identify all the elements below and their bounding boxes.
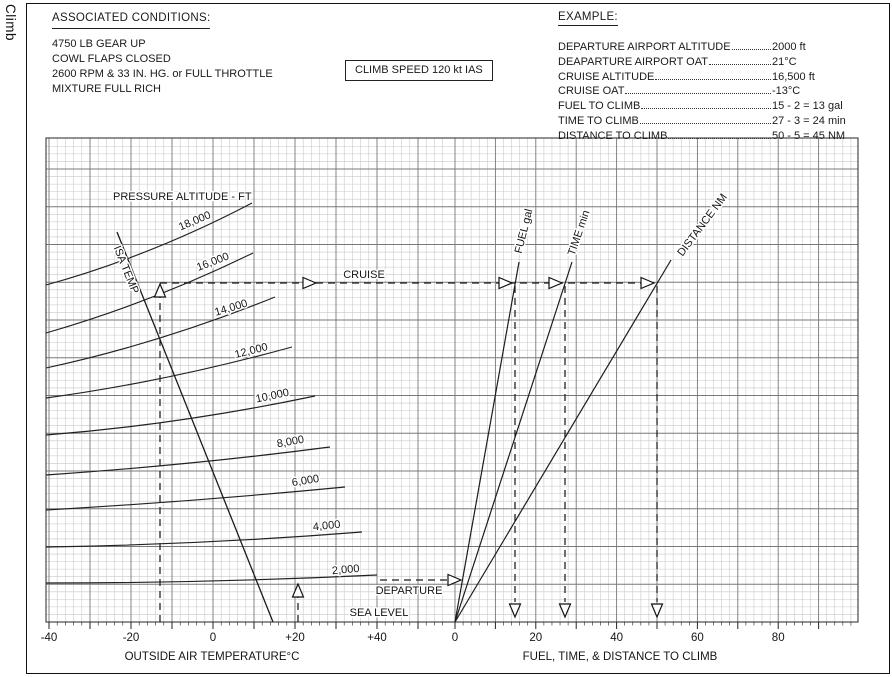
example-row	[558, 100, 882, 115]
altitude-curve-label: 6,000	[290, 472, 321, 490]
axis-tick-label: 80	[771, 632, 785, 644]
guide-line-label: FUEL gal	[512, 207, 536, 255]
dot-leader	[655, 79, 771, 80]
axis-tick-label: 0	[451, 632, 459, 644]
chart-annotation: CRUISE	[343, 269, 385, 281]
altitude-curve-label: 18,000	[176, 209, 213, 234]
example-row	[558, 56, 882, 71]
example-row-value: 16,500 ft	[772, 70, 815, 83]
isa-temp-label: ISA TEMP	[110, 244, 141, 296]
altitude-curve	[46, 532, 362, 547]
axis-tick-label: +20	[285, 632, 305, 644]
axis-tick-label: -20	[122, 632, 140, 644]
associated-conditions-title: ASSOCIATED CONDITIONS:	[52, 11, 210, 29]
altitude-curve-label: 14,000	[213, 297, 249, 319]
example-row-label: DEPARTURE AIRPORT ALTITUDE	[558, 41, 731, 53]
example-rows	[558, 41, 882, 145]
altitude-curve	[46, 396, 315, 435]
associated-condition-item: COWL FLAPS CLOSED	[52, 53, 171, 65]
example-row-value: -13°C	[772, 85, 801, 98]
example-row-value: 2000 ft	[772, 41, 806, 53]
guide-line-label: TIME min	[565, 208, 593, 258]
plot-frame	[46, 138, 858, 622]
down-arrow-marker	[560, 604, 571, 617]
altitude-curve-label: 8,000	[275, 433, 306, 451]
example-row-label: FUEL TO CLIMB	[558, 100, 641, 113]
altitude-curve-label: 10,000	[254, 386, 291, 406]
climb-speed-box: CLIMB SPEED 120 kt IAS	[345, 60, 493, 81]
example-row-label: CRUISE ALTITUDE	[558, 70, 655, 83]
altitude-curve-label: 16,000	[195, 250, 231, 274]
example-row	[558, 71, 882, 86]
dot-leader	[709, 64, 771, 65]
grid-major-lines	[46, 138, 858, 622]
example-title: EXAMPLE:	[558, 11, 618, 26]
axis-tick-label: 60	[691, 632, 704, 644]
example-trace	[155, 278, 663, 623]
axis-tick-label: -40	[40, 632, 58, 644]
example-row-value: 50 - 5 = 45 NM	[772, 129, 846, 142]
example-row-label: CRUISE OAT	[558, 85, 625, 98]
pressure-altitude-curves	[46, 203, 377, 583]
grid-minor-lines	[46, 138, 858, 622]
chart-annotations	[110, 191, 443, 619]
example-row-value: 15 - 2 = 13 gal	[772, 100, 843, 113]
dot-leader	[625, 93, 771, 94]
associated-condition-item: 2600 RPM & 33 IN. HG. or FULL THROTTLE	[52, 68, 273, 80]
chart-annotation: PRESSURE ALTITUDE - FT	[113, 191, 252, 203]
example-row-label: DISTANCE TO CLIMB	[558, 129, 668, 142]
axis-tick-label: 0	[209, 632, 217, 644]
page-side-label: Climb	[3, 4, 18, 42]
right-arrow-marker	[641, 278, 654, 289]
right-arrow-marker	[499, 278, 512, 289]
associated-conditions-list	[52, 37, 273, 97]
down-arrow-marker	[652, 604, 663, 617]
associated-condition-item: MIXTURE FULL RICH	[52, 83, 161, 95]
axis-labels	[41, 632, 785, 663]
axis-tick-label: 40	[610, 632, 623, 644]
altitude-curve	[46, 487, 345, 510]
right-arrow-marker	[303, 278, 316, 289]
dot-leader	[640, 123, 771, 124]
axis-caption: FUEL, TIME, & DISTANCE TO CLIMB	[522, 651, 718, 663]
example-row-value: 21°C	[772, 55, 797, 68]
example-row	[558, 130, 882, 145]
associated-condition-item: 4750 LB GEAR UP	[52, 38, 146, 50]
dot-leader	[732, 49, 771, 50]
altitude-curve-label: 12,000	[233, 341, 270, 361]
dot-leader	[641, 108, 771, 109]
axis-ticks	[49, 622, 851, 629]
guide-line-label: DISTANCE NM	[675, 191, 730, 259]
example-row	[558, 41, 882, 56]
axis-caption: OUTSIDE AIR TEMPERATURE°C	[124, 651, 300, 663]
altitude-curve	[46, 575, 377, 583]
chart-annotation: SEA LEVEL	[349, 607, 409, 619]
chart-annotation: DEPARTURE	[375, 585, 443, 597]
isa-temp-line	[111, 232, 273, 622]
example-row	[558, 85, 882, 100]
associated-conditions-block	[52, 11, 273, 97]
up-arrow-marker	[293, 584, 304, 597]
altitude-curve-label: 4,000	[312, 518, 342, 534]
guide-line	[455, 262, 572, 622]
altitude-curve-label: 2,000	[331, 562, 360, 578]
example-row-label: TIME TO CLIMB	[558, 114, 639, 127]
dot-leader	[668, 138, 771, 139]
example-row	[558, 115, 882, 130]
example-block	[558, 11, 882, 145]
axis-tick-label: 20	[529, 632, 543, 644]
example-row-value: 27 - 3 = 24 min	[772, 114, 846, 127]
down-arrow-marker	[510, 604, 521, 617]
axis-tick-label: +40	[367, 632, 387, 644]
example-row-label: DEAPARTURE AIRPORT OAT	[558, 55, 708, 68]
